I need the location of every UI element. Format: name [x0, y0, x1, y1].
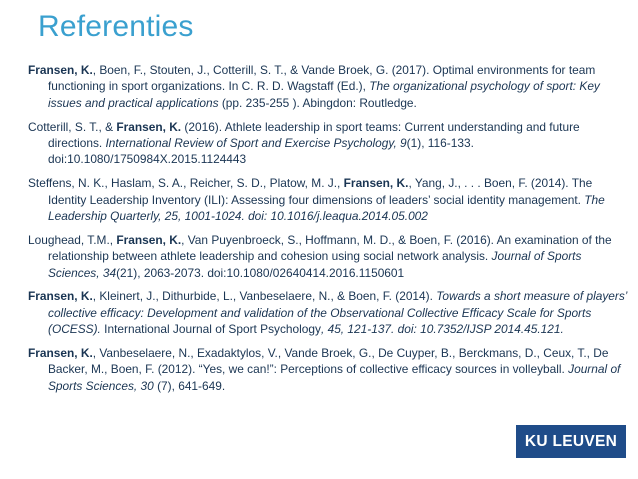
reference-authors: Loughead, T.M.,	[28, 232, 117, 247]
logo-text: KU LEUVEN	[524, 432, 618, 450]
highlighted-author: Fransen, K.	[116, 119, 182, 134]
reference-italic-text: , 45, 121-137. doi: 10.7352/IJSP 2014.45.121.	[320, 322, 564, 337]
ku-leuven-logo	[516, 425, 626, 458]
reference-italic-text: Journal of Sports Sciences, 34	[48, 249, 582, 280]
reference-text: (2016). Athlete leadership in sport teams: Current understanding and future directions.	[48, 119, 580, 151]
reference-italic-text: Towards a short measure of players’ collective efficacy: Development and validation of the Observational Collective Efficacy Scale for Sports (OCESS).	[48, 289, 627, 337]
highlighted-author: Fransen, K.	[28, 63, 93, 77]
reference-text: , Boen, F., Stouten, J., Cotterill, S. T., & Vande Broek, G. (2017). Optimal environments for team functioning in sport organizations. In C. R. D. Wagstaff (Ed.),	[48, 63, 596, 94]
highlighted-author: Fransen, K.	[28, 289, 93, 304]
reference-text: (7), 641-649.	[153, 378, 226, 393]
reference-item-6	[28, 345, 628, 394]
reference-text: , Yang, J., . . . Boen, F. (2014). The Identity Leadership Inventory (ILI): Assessing four dimensions of leaders’ social identity management.	[48, 176, 593, 207]
reference-text: , Kleinert, J., Dithurbide, L., Vanbeselaere, N., & Boen, F. (2014).	[92, 289, 437, 304]
highlighted-author: Fransen, K.	[28, 346, 93, 361]
reference-italic-text: The Leadership Quarterly, 25, 1001-1024. doi: 10.1016/j.leaqua.2014.05.002	[48, 192, 605, 224]
reference-text: (1), 116-133. doi:10.1080/1750984X.2015.1124443	[48, 136, 474, 167]
reference-text: , Vanbeselaere, N., Exadaktylos, V., Vande Broek, G., De Cuyper, B., Berckmans, D., Ceux, T., De Backer, M., Boen, F. (2012). “Yes, we can!”: Perceptions of collective efficacy sources in volleyball.	[48, 346, 609, 377]
reference-authors: Steffens, N. K., Haslam, S. A., Reicher, S. D., Platow, M. J.,	[28, 176, 344, 191]
reference-text: , Van Puyenbroeck, S., Hoffmann, M. D., & Boen, F. (2016). An examination of the relationship between athlete leadership and cohesion using social network analysis.	[48, 232, 612, 264]
reference-italic-text: Journal of Sports Sciences, 30	[48, 362, 621, 393]
reference-authors: Cotterill, S. T., &	[28, 119, 117, 134]
reference-item-5	[28, 288, 628, 337]
reference-text: International Journal of Sport Psychology	[100, 322, 321, 337]
reference-italic-text: International Review of Sport and Exercise Psychology, 9	[105, 136, 407, 151]
page-title: Referenties	[38, 10, 194, 43]
reference-item-1	[28, 62, 628, 111]
highlighted-author: Fransen, K.	[116, 232, 182, 247]
highlighted-author: Fransen, K.	[343, 176, 409, 191]
reference-list	[28, 62, 628, 402]
reference-italic-text: The organizational psychology of sport: Key issues and practical applications	[48, 79, 600, 110]
reference-item-3	[28, 175, 628, 224]
reference-text: (21), 2063-2073. doi:10.1080/02640414.2016.1150601	[116, 265, 405, 280]
reference-text: (pp. 235-255 ). Abingdon: Routledge.	[218, 95, 417, 110]
reference-item-2	[28, 119, 628, 168]
reference-item-4	[28, 232, 628, 281]
